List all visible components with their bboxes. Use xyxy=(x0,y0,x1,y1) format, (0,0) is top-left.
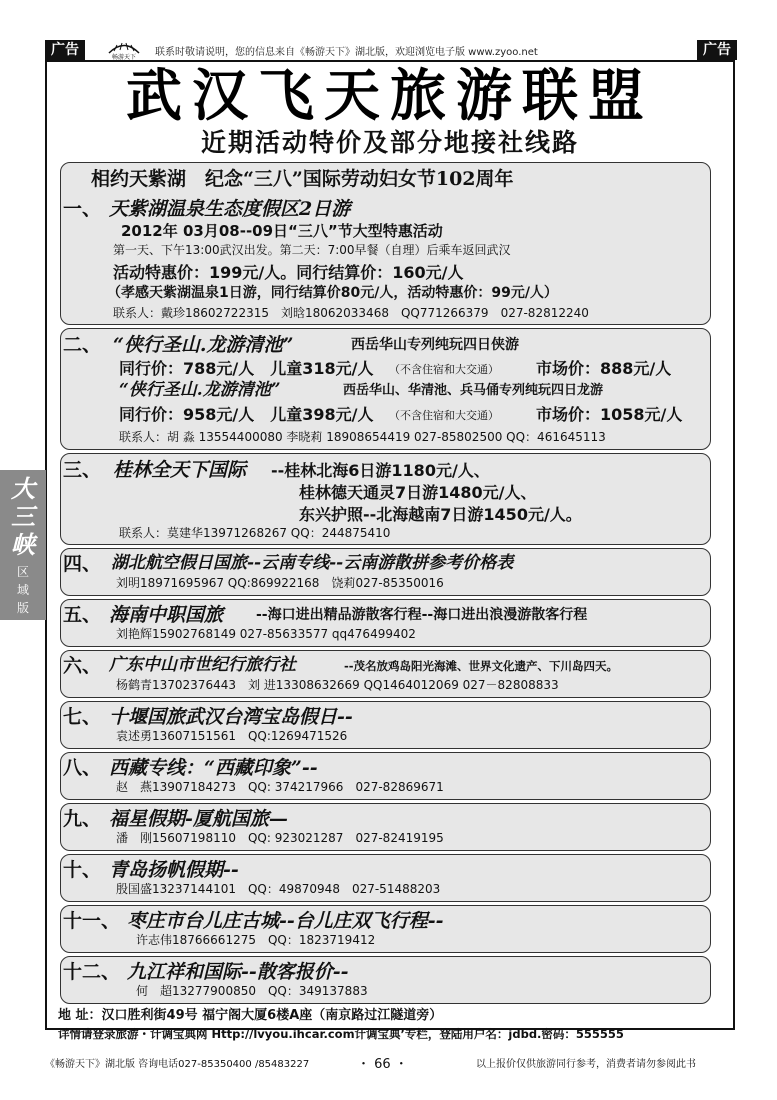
section-11-contact: 许志伟18766661275 QQ：1823719412 xyxy=(136,933,376,947)
section-4-contact: 刘明18971695967 QQ:869922168 饶莉027-85350016 xyxy=(116,576,444,590)
section-10-name: 青岛扬帆假期-- xyxy=(109,859,239,881)
section-1-contact: 联系人：戴珍18602722315 刘晗18062033468 QQ771266379 027-82812240 xyxy=(113,306,589,320)
section-2-price1: 同行价：788元/人 儿童318元/人 xyxy=(119,359,374,378)
section-2-route1: 西岳华山专列纯玩四日侠游 xyxy=(351,337,519,353)
section-1-number: 一、 xyxy=(63,198,102,220)
section-12-name: 九江祥和国际--散客报价-- xyxy=(127,961,349,983)
section-6 xyxy=(60,650,711,698)
top-note: 联系时敬请说明，您的信息来自《畅游天下》湖北版，欢迎浏览电子版 www.zyoo.net xyxy=(155,47,538,58)
section-11-number: 十一、 xyxy=(63,910,121,932)
side-char-4: 区 xyxy=(16,565,29,579)
ad-label-left: 广告 xyxy=(45,40,85,60)
section-7-contact: 袁述勇13607151561 QQ:1269471526 xyxy=(116,729,348,743)
section-2-name: “侠行圣山.龙游清池” xyxy=(113,334,294,356)
side-char-2: 三 xyxy=(11,502,35,531)
main-title: 武汉飞天旅游联盟 xyxy=(126,63,654,129)
section-4-name: 湖北航空假日国旅--云南专线--云南游散拼参考价格表 xyxy=(111,553,514,573)
ad-label-right: 广告 xyxy=(697,40,737,60)
section-8-contact: 赵 燕13907184273 QQ: 374217966 027-82869671 xyxy=(116,780,444,794)
section-5-route: --海口进出精品游散客行程--海口进出浪漫游散客行程 xyxy=(256,607,588,623)
section-3-name: 桂林全天下国际 xyxy=(113,459,247,481)
section-8-number: 八、 xyxy=(63,757,102,779)
section-3-contact: 联系人：莫建华13971268267 QQ：244875410 xyxy=(119,526,391,540)
section-7-name: 十堰国旅武汉台湾宝岛假日-- xyxy=(109,706,353,728)
top-bar xyxy=(45,40,737,60)
section-10-contact: 殷国盛13237144101 QQ：49870948 027-51488203 xyxy=(116,882,441,896)
changyou-logo-icon xyxy=(103,40,145,60)
footer-left: 《畅游天下》湖北版 咨询电话027-85350400 /85483227 xyxy=(45,1059,310,1070)
section-2 xyxy=(60,328,711,450)
address: 地 址：汉口胜利街49号 福宁阁大厦6楼A座（南京路过江隧道旁） xyxy=(58,1008,443,1023)
section-3-route3: 东兴护照--北海越南7日游1450元/人。 xyxy=(299,505,582,524)
section-3-route1: --桂林北海6日游1180元/人、 xyxy=(271,461,490,480)
section-3-number: 三、 xyxy=(63,459,102,481)
section-12-contact: 何 超13277900850 QQ：349137883 xyxy=(136,984,368,998)
website-info: 详情请登录旅游・计调宝典网 Http://lvyou.ihcar.com计调宝典’专栏，登陆用户名：jdbd.密码：555555 xyxy=(58,1027,624,1041)
section-6-route: --茂名放鸡岛阳光海滩、世界文化遗产、下川岛四天。 xyxy=(344,659,619,673)
section-10 xyxy=(60,854,711,902)
section-1-banner: 相约天紫湖 纪念“三八”国际劳动妇女节102周年 xyxy=(91,168,514,190)
section-10-number: 十、 xyxy=(63,859,102,881)
section-1-line2: 第一天、下午13:00武汉出发。第二天：7:00早餐（自理）后乘车返回武汉 xyxy=(113,243,511,257)
section-3-route2: 桂林德天通灵7日游1480元/人、 xyxy=(299,483,537,502)
section-2-price2: 同行价：958元/人 儿童398元/人 xyxy=(119,405,374,424)
section-7-number: 七、 xyxy=(63,706,102,728)
section-1 xyxy=(60,162,711,325)
section-9 xyxy=(60,803,711,851)
section-6-name: 广东中山市世纪行旅行社 xyxy=(109,655,296,675)
section-11 xyxy=(60,905,711,953)
section-2-name2: “侠行圣山.龙游清池” xyxy=(119,380,281,400)
section-11-name: 枣庄市台儿庄古城--台儿庄双飞行程-- xyxy=(127,910,444,932)
svg-text:畅游天下: 畅游天下 xyxy=(111,54,137,60)
side-char-5: 域 xyxy=(16,583,29,597)
section-6-contact: 杨鹤青13702376443 刘 进13308632669 QQ1464012069 027－82808833 xyxy=(116,678,559,692)
section-2-note1: （不含住宿和大交通） xyxy=(389,363,499,376)
section-2-route2: 西岳华山、华清池、兵马俑专列纯玩四日龙游 xyxy=(343,383,604,398)
subtitle: 近期活动特价及部分地接社线路 xyxy=(200,128,579,157)
section-9-contact: 潘 刚15607198110 QQ: 923021287 027-82419195 xyxy=(116,831,444,845)
section-4-number: 四、 xyxy=(63,553,102,575)
side-char-3: 峡 xyxy=(11,530,35,559)
section-9-name: 福星假期-厦航国旅— xyxy=(109,808,288,830)
section-8-name: 西藏专线：“西藏印象”-- xyxy=(109,757,318,779)
page-number: ・ 66 ・ xyxy=(357,1057,408,1072)
section-7 xyxy=(60,701,711,749)
section-5-number: 五、 xyxy=(63,604,102,626)
section-5-name: 海南中职国旅 xyxy=(109,604,224,626)
section-12-number: 十二、 xyxy=(63,961,121,983)
section-3 xyxy=(60,453,711,545)
footer-right: 以上报价仅供旅游同行参考，消费者请勿参阅此书 xyxy=(476,1059,696,1070)
section-8 xyxy=(60,752,711,800)
section-2-market1: 市场价：888元/人 xyxy=(536,359,672,378)
section-5-contact: 刘艳辉15902768149 027-85633577 qq476499402 xyxy=(116,627,416,641)
section-2-note2: （不含住宿和大交通） xyxy=(389,409,499,422)
section-2-number: 二、 xyxy=(63,334,102,356)
section-1-line3: 活动特惠价：199元/人。同行结算价：160元/人 xyxy=(113,263,464,282)
region-side-tab xyxy=(0,470,46,620)
side-char-1: 大 xyxy=(11,474,35,503)
section-4 xyxy=(60,548,711,596)
section-12 xyxy=(60,956,711,1004)
section-1-name: 天紫湖温泉生态度假区2日游 xyxy=(109,198,351,220)
section-2-contact: 联系人：胡 淼 13554400080 李晓莉 18908654419 027-85802500 QQ：461645113 xyxy=(119,430,606,444)
section-1-line4: （孝感天紫湖温泉1日游，同行结算价80元/人，活动特惠价：99元/人） xyxy=(107,285,558,301)
section-2-market2: 市场价：1058元/人 xyxy=(536,405,683,424)
section-9-number: 九、 xyxy=(63,808,102,830)
side-char-6: 版 xyxy=(16,601,29,615)
section-5 xyxy=(60,599,711,647)
section-6-number: 六、 xyxy=(63,655,102,677)
section-1-line1: 2012年 03月08--09日“三八”节大型特惠活动 xyxy=(121,222,443,240)
